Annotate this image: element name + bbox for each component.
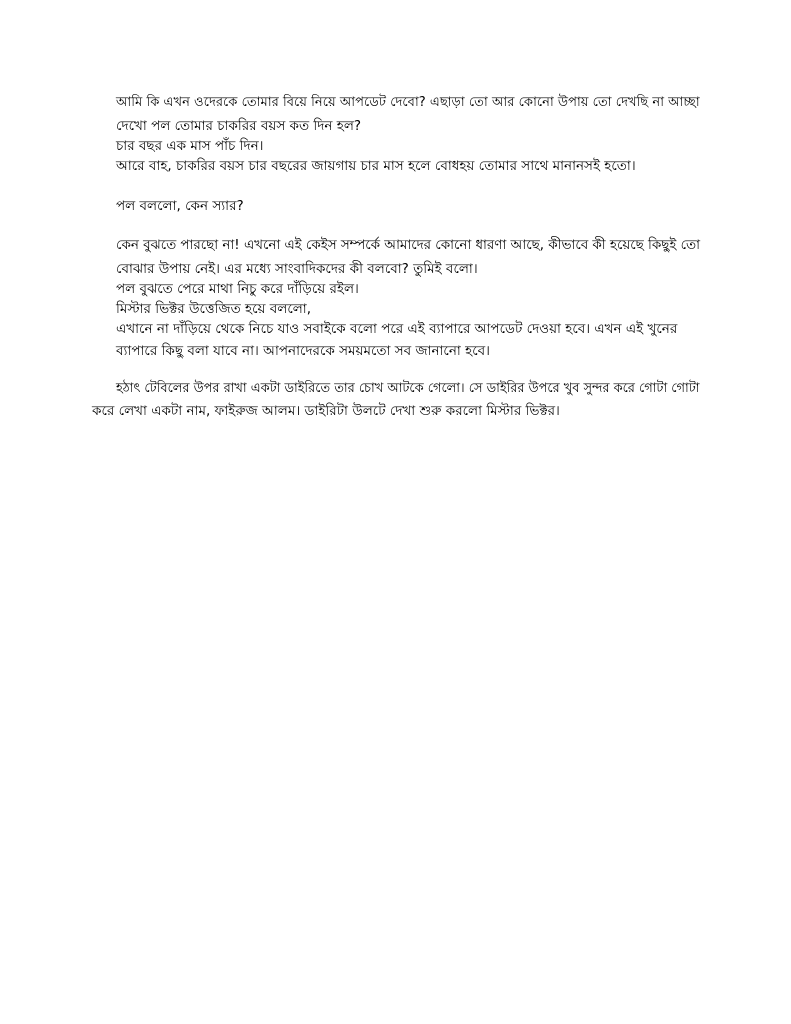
paragraph-3-line-6: ব্যাপারে কিছু বলা যাবে না। আপনাদেরকে সময়মতো সব জানানো হবে। [116,343,490,359]
paragraph-1-line-3: চার বছর এক মাস পাঁচ দিন। [116,138,264,154]
paragraph-1-line-2: দেখো পল তোমার চাকরির বয়স কত দিন হল? [116,118,362,134]
paragraph-3-line-5: এখানে না দাঁড়িয়ে থেকে নিচে যাও সবাইকে বলো পরে এই ব্যাপারে আপডেট দেওয়া হবে। এখন এই খুনের [116,321,678,337]
paragraph-3-line-1: কেন বুঝতে পারছো না! এখনো এই কেইস সম্পর্কে আমাদের কোনো ধারণা আছে, কীভাবে কী হয়েছে কিছুই তো [116,238,700,253]
paragraph-3-line-2: বোঝার উপায় নেই। এর মধ্যে সাংবাদিকদের কী বলবো? তুমিই বলো। [116,261,478,277]
paragraph-2-line-1: পল বললো, কেন স্যার? [116,198,244,214]
paragraph-1-line-4: আরে বাহ, চাকরির বয়স চার বছরের জায়গায় চার মাস হলে বোধহয় তোমার সাথে মানানসই হতো। [116,158,636,174]
paragraph-3-line-4: মিস্টার ভিক্টর উত্তেজিত হয়ে বললো, [116,301,312,317]
paragraph-4-line-1: হঠাৎ টেবিলের উপর রাখা একটা ডাইরিতে তার চোখ আটকে গেলো। সে ডাইরির উপরে খুব সুন্দর করে গোটা গোটা [116,381,700,396]
paragraph-1-line-1: আমি কি এখন ওদেরকে তোমার বিয়ে নিয়ে আপডেট দেবো? এছাড়া তো আর কোনো উপায় তো দেখছি না আচ্ছা [116,95,700,110]
paragraph-4-line-2: করে লেখা একটা নাম, ফাইরুজ আলম। ডাইরিটা উলটে দেখা শুরু করলো মিস্টার ভিক্টর। [92,403,560,419]
paragraph-3-line-3: পল বুঝতে পেরে মাথা নিচু করে দাঁড়িয়ে রইল। [116,281,359,297]
